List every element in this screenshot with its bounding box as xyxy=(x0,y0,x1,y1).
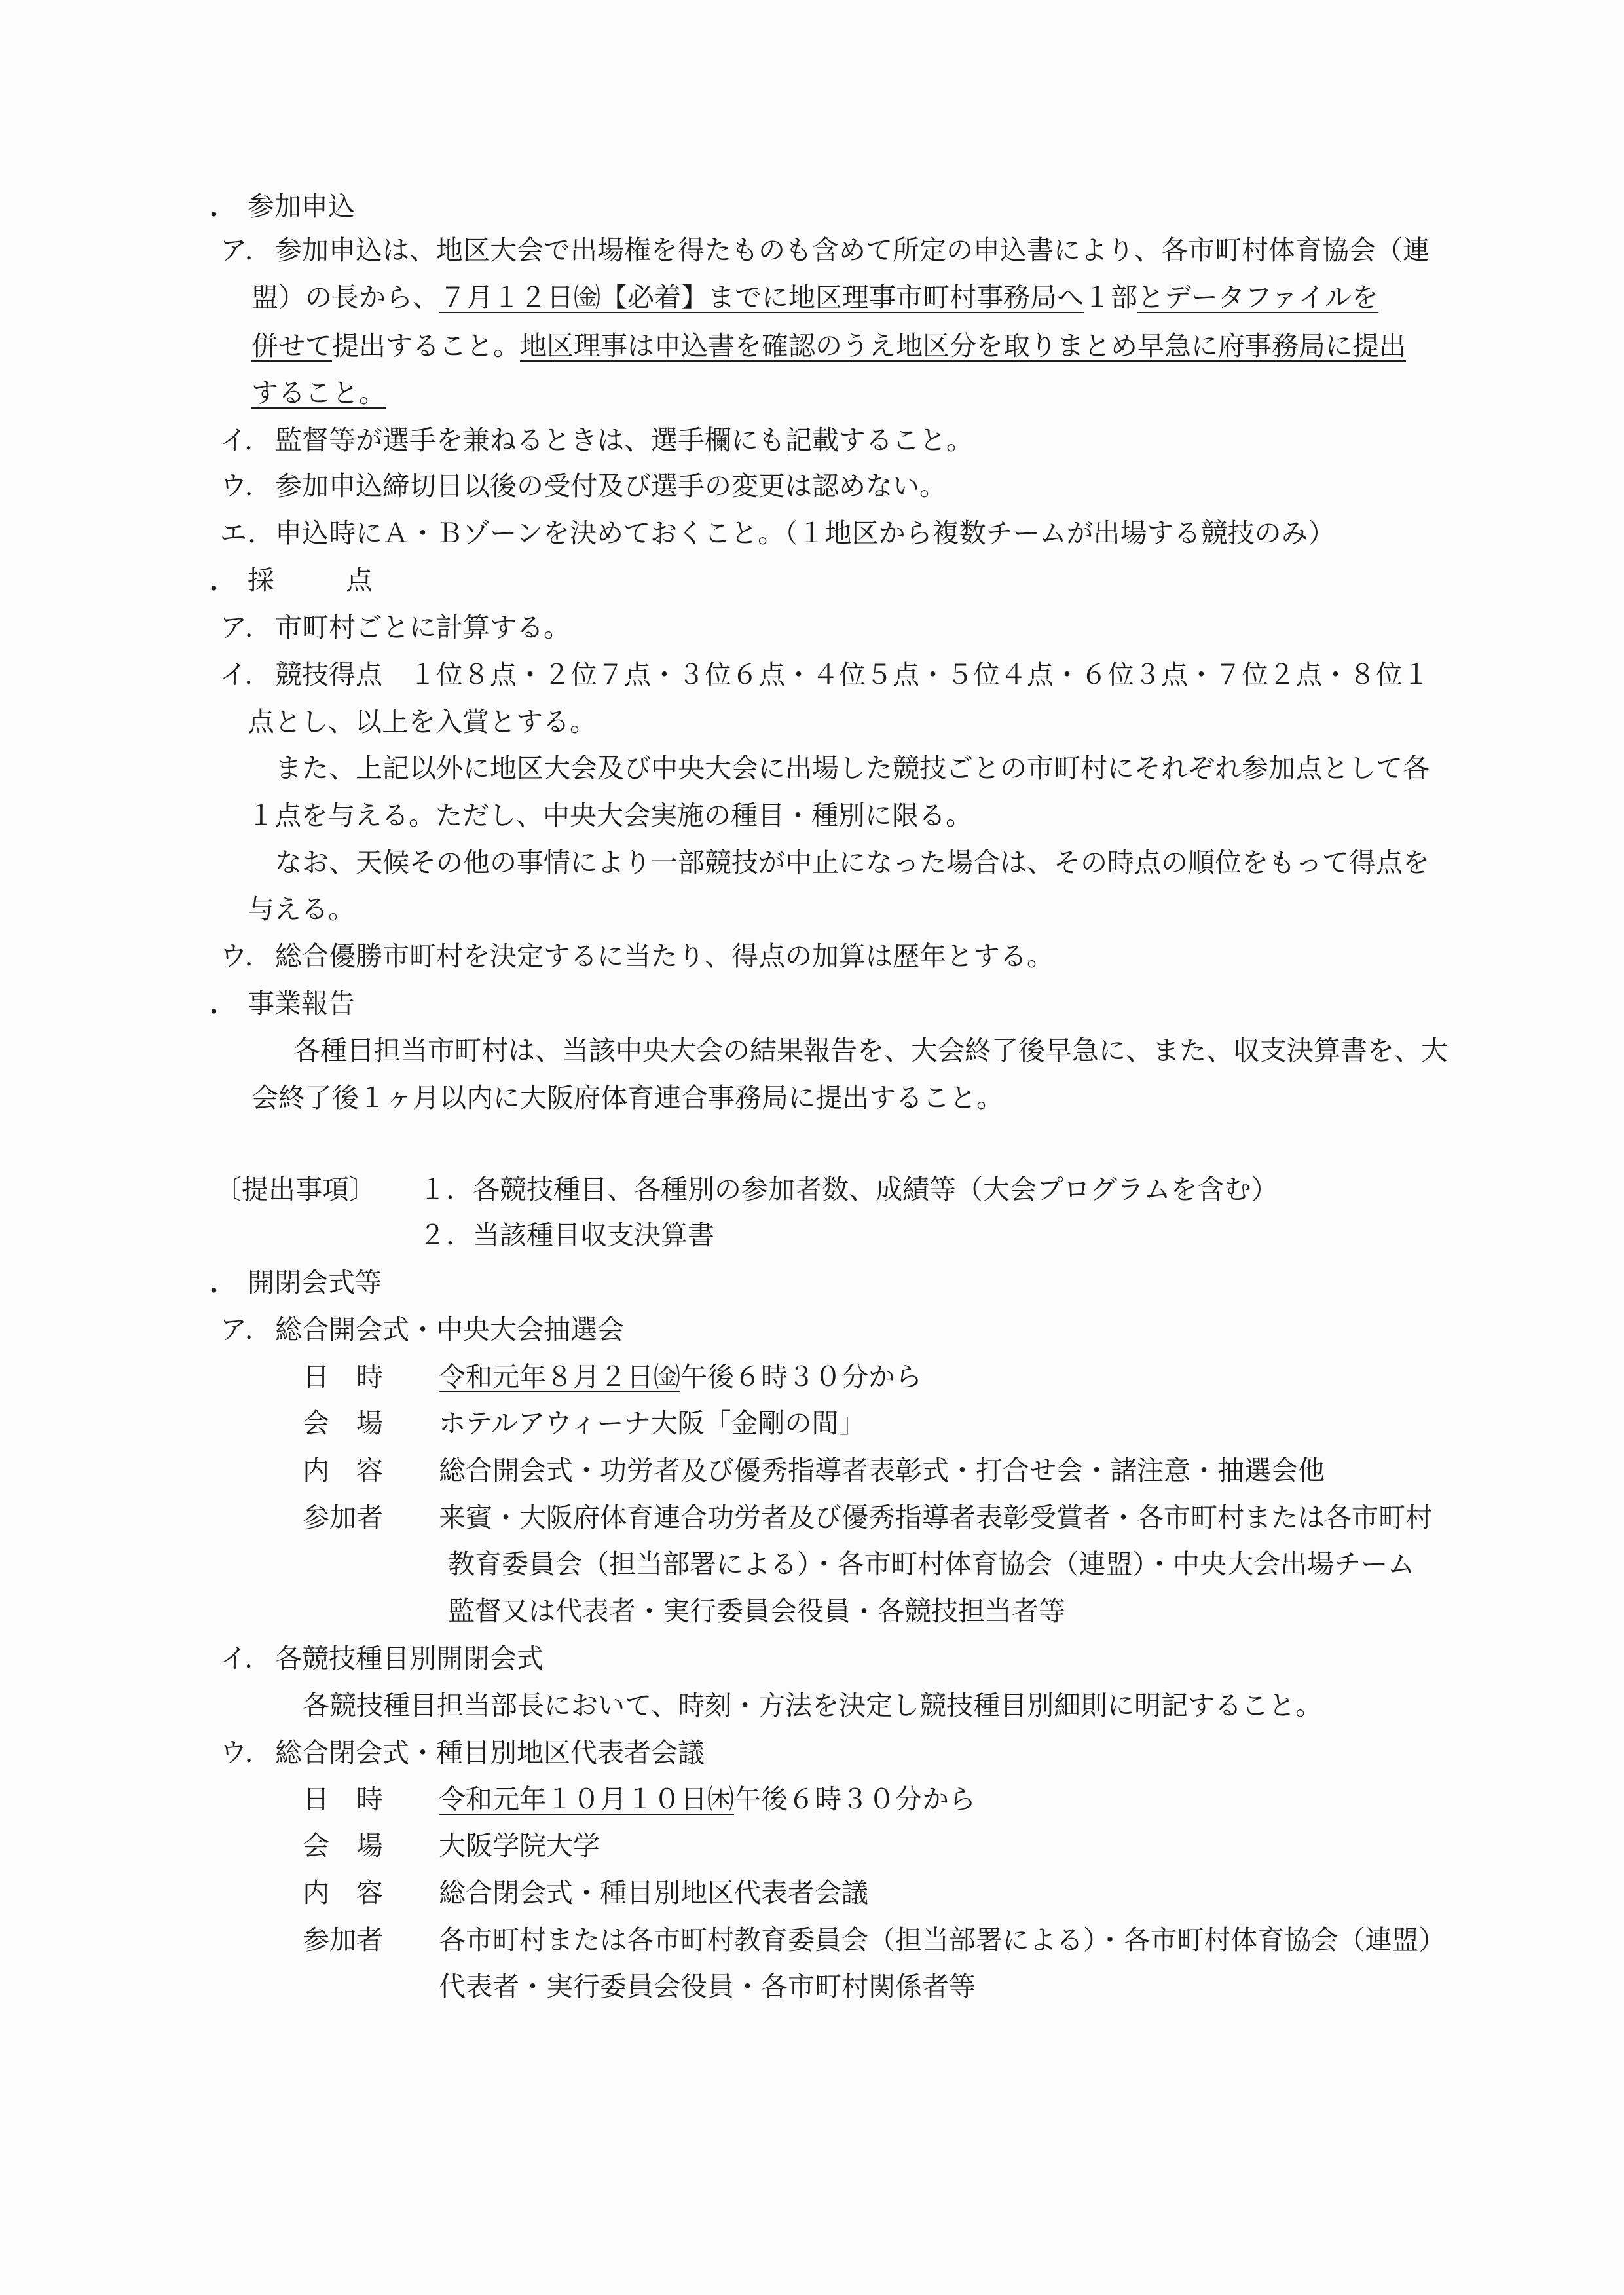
section-heading-entry: 参加申込 xyxy=(248,191,355,222)
underlined-date: 令和元年１０月１０日㈭ xyxy=(439,1783,734,1815)
ceremony-a-participants-3: 監督又は代表者・実行委員会役員・各競技担当者等 xyxy=(448,1595,1065,1627)
report-item2: ２．当該種目収支決算書 xyxy=(419,1220,714,1251)
ceremony-a-participants-2: 教育委員会（担当部署による）・各市町村体育協会（連盟）・中央大会出場チーム xyxy=(448,1548,1414,1580)
underlined-text: 地区理事は申込書を確認のうえ地区分を取りまとめ早急に府事務局に提出 xyxy=(520,330,1406,362)
item-label: イ． xyxy=(220,424,272,456)
text-segment: 午後６時３０分から xyxy=(680,1361,922,1392)
section-heading-scoring: 採 点 xyxy=(248,565,395,596)
item-label: ウ． xyxy=(220,470,272,502)
text-segment: 午後６時３０分から xyxy=(734,1783,976,1815)
field-label-date: 日 時 xyxy=(303,1361,383,1392)
ceremony-u-title: 総合閉会式・種目別地区代表者会議 xyxy=(275,1737,705,1768)
item-label: ア． xyxy=(220,1314,272,1345)
field-label-content: 内 容 xyxy=(303,1877,383,1909)
ceremony-a-content: 総合開会式・功労者及び優秀指導者表彰式・打合せ会・諸注意・抽選会他 xyxy=(439,1455,1325,1486)
report-item1: １．各競技種目、各種別の参加者数、成績等（大会プログラムを含む） xyxy=(419,1174,1278,1205)
item-label: イ． xyxy=(220,659,272,690)
entry-i-text: 監督等が選手を兼ねるときは、選手欄にも記載すること。 xyxy=(275,424,973,456)
underlined-date: 令和元年８月２日㈮ xyxy=(439,1361,680,1392)
field-label-content: 内 容 xyxy=(303,1455,383,1486)
underlined-text: 併せて xyxy=(251,330,332,362)
entry-u-text: 参加申込締切日以後の受付及び選手の変更は認めない。 xyxy=(275,470,946,502)
text-segment: 盟）の長から、 xyxy=(251,282,439,313)
item-label: イ． xyxy=(220,1643,272,1674)
entry-a-line1: 参加申込は、地区大会で出場権を得たものも含めて所定の申込書により、各市町村体育協会（連 xyxy=(275,234,1430,266)
ceremony-a-date xyxy=(439,1361,922,1392)
scoring-u-text: 総合優勝市町村を決定するに当たり、得点の加算は歴年とする。 xyxy=(275,941,1054,972)
ceremony-u-participants-1: 各市町村または各市町村教育委員会（担当部署による）・各市町村体育協会（連盟） xyxy=(439,1924,1446,1956)
entry-a-line4 xyxy=(251,377,386,409)
item-label: ウ． xyxy=(220,1737,272,1768)
item-label: エ． xyxy=(220,517,275,549)
section-bullet: ・ xyxy=(200,996,227,1028)
field-label-venue: 会 場 xyxy=(303,1830,383,1861)
scoring-i-line2: 点とし、以上を入賞とする。 xyxy=(248,706,597,737)
ceremony-a-participants-1: 来賓・大阪府体育連合功労者及び優秀指導者表彰受賞者・各市町村または各市町村 xyxy=(439,1502,1432,1533)
section-bullet: ・ xyxy=(200,199,227,231)
ceremony-a-title: 総合開会式・中央大会抽選会 xyxy=(275,1314,624,1345)
ceremony-a-venue: ホテルアウィーナ大阪「金剛の間」 xyxy=(439,1408,866,1439)
scoring-i-line1: 競技得点 １位８点・２位７点・３位６点・４位５点・５位４点・６位３点・７位２点・８位１ xyxy=(275,659,1430,690)
item-label: ア． xyxy=(220,234,272,266)
underlined-deadline: ７月１２日㈮【必着】までに地区理事市町村事務局へ xyxy=(439,282,1084,313)
underlined-text: すること。 xyxy=(251,377,386,409)
text-segment: 提出すること。 xyxy=(332,330,520,362)
section-heading-ceremony: 開閉会式等 xyxy=(248,1267,382,1298)
section-bullet: ・ xyxy=(200,573,227,605)
report-items-label: 〔提出事項〕 xyxy=(215,1174,376,1205)
report-line1: 各種目担当市町村は、当該中央大会の結果報告を、大会終了後早急に、また、収支決算書を、大 xyxy=(293,1035,1448,1066)
field-label-date: 日 時 xyxy=(303,1783,383,1815)
item-label: ウ． xyxy=(220,941,272,972)
ceremony-i-title: 各競技種目別開閉会式 xyxy=(275,1643,544,1674)
scoring-a-text: 市町村ごとに計算する。 xyxy=(275,612,570,643)
underlined-text: とデータファイルを xyxy=(1137,282,1379,313)
text-segment: １部 xyxy=(1084,282,1137,313)
report-line2: 会終了後１ヶ月以内に大阪府体育連合事務局に提出すること。 xyxy=(251,1082,1003,1113)
scoring-i-line5: なお、天候その他の事情により一部競技が中止になった場合は、その時点の順位をもって得点を xyxy=(275,847,1430,878)
ceremony-u-content: 総合閉会式・種目別地区代表者会議 xyxy=(439,1877,868,1909)
entry-a-line2 xyxy=(251,284,1378,311)
ceremony-i-text: 各競技種目担当部長において、時刻・方法を決定し競技種目別細則に明記すること。 xyxy=(303,1690,1323,1721)
ceremony-u-participants-2: 代表者・実行委員会役員・各市町村関係者等 xyxy=(439,1971,976,2002)
ceremony-u-venue: 大阪学院大学 xyxy=(439,1830,600,1861)
scoring-i-line3: また、上記以外に地区大会及び中央大会に出場した競技ごとの市町村にそれぞれ参加点として各 xyxy=(275,753,1430,784)
section-heading-report: 事業報告 xyxy=(248,988,355,1019)
ceremony-u-date xyxy=(439,1783,976,1815)
entry-a-line3 xyxy=(251,330,1406,362)
scoring-i-line4: １点を与える。ただし、中央大会実施の種目・種別に限る。 xyxy=(248,800,972,831)
field-label-participants: 参加者 xyxy=(303,1924,383,1956)
item-label: ア． xyxy=(220,612,272,643)
field-label-venue: 会 場 xyxy=(303,1408,383,1439)
field-label-participants: 参加者 xyxy=(303,1502,383,1533)
entry-e-text: 申込時にＡ・Ｂゾーンを決めておくこと。（１地区から複数チームが出場する競技のみ） xyxy=(275,517,1335,549)
section-bullet: ・ xyxy=(200,1275,227,1307)
scoring-i-line6: 与える。 xyxy=(248,893,355,925)
